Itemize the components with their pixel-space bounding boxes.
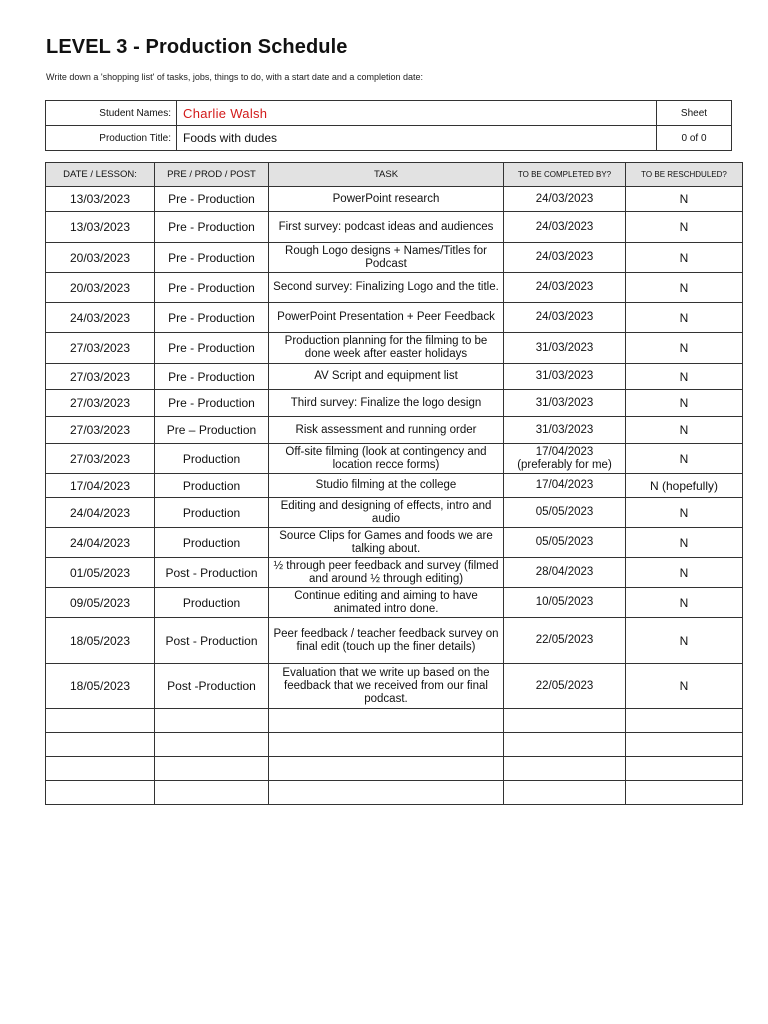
table-row [46,212,743,243]
table-row [46,709,743,733]
cell-task: Risk assessment and running order [269,417,504,444]
cell-stage: Post - Production [155,558,269,588]
cell-date: 27/03/2023 [46,417,155,444]
cell-date: 20/03/2023 [46,243,155,273]
cell-rescheduled: N [626,303,743,333]
cell-stage: Pre - Production [155,273,269,303]
cell-task: Source Clips for Games and foods we are talking about. [269,528,504,558]
cell-completed-by: 17/04/2023 (preferably for me) [504,444,626,474]
table-row [46,498,743,528]
schedule-table [45,162,743,805]
table-row [46,273,743,303]
cell-stage: Pre - Production [155,333,269,364]
cell-stage [155,781,269,805]
schedule-body [46,187,743,805]
cell-date: 27/03/2023 [46,333,155,364]
cell-rescheduled: N [626,664,743,709]
sheet-label: Sheet [657,101,732,126]
table-row [46,417,743,444]
header-task: TASK [269,163,504,187]
cell-rescheduled: N [626,444,743,474]
cell-completed-by: 24/03/2023 [504,303,626,333]
cell-completed-by: 24/03/2023 [504,187,626,212]
cell-task: AV Script and equipment list [269,364,504,390]
cell-task [269,781,504,805]
cell-rescheduled: N (hopefully) [626,474,743,498]
cell-completed-by [504,709,626,733]
cell-date [46,781,155,805]
instruction-text: Write down a 'shopping list' of tasks, jobs, things to do, with a start date and a completion date: [46,72,423,82]
header-date: DATE / LESSON: [46,163,155,187]
cell-completed-by: 05/05/2023 [504,498,626,528]
cell-rescheduled: N [626,187,743,212]
cell-rescheduled [626,757,743,781]
cell-completed-by: 24/03/2023 [504,243,626,273]
cell-completed-by: 17/04/2023 [504,474,626,498]
cell-task: Second survey: Finalizing Logo and the title. [269,273,504,303]
cell-stage: Pre - Production [155,364,269,390]
cell-stage: Pre - Production [155,212,269,243]
cell-date: 24/04/2023 [46,498,155,528]
header-stage: PRE / PROD / POST [155,163,269,187]
cell-rescheduled: N [626,498,743,528]
table-row [46,187,743,212]
cell-completed-by: 10/05/2023 [504,588,626,618]
cell-completed-by: 24/03/2023 [504,273,626,303]
cell-rescheduled: N [626,417,743,444]
cell-completed-by: 24/03/2023 [504,212,626,243]
table-row [46,390,743,417]
cell-date: 27/03/2023 [46,390,155,417]
cell-rescheduled: N [626,212,743,243]
header-rescheduled: TO BE RESCHDULED? [626,163,743,187]
student-names-row [46,101,732,126]
cell-completed-by: 31/03/2023 [504,364,626,390]
production-title-label: Production Title: [46,126,177,151]
cell-completed-by: 05/05/2023 [504,528,626,558]
cell-date: 01/05/2023 [46,558,155,588]
production-title-value: Foods with dudes [177,126,657,151]
cell-date: 27/03/2023 [46,444,155,474]
cell-task: Studio filming at the college [269,474,504,498]
cell-task: Rough Logo designs + Names/Titles for Podcast [269,243,504,273]
cell-completed-by: 31/03/2023 [504,417,626,444]
production-title-row [46,126,732,151]
table-row [46,558,743,588]
table-row [46,528,743,558]
page-title: LEVEL 3 - Production Schedule [46,36,348,58]
cell-stage [155,733,269,757]
table-row [46,664,743,709]
table-row [46,588,743,618]
cell-task [269,733,504,757]
cell-rescheduled: N [626,333,743,364]
cell-date [46,757,155,781]
cell-stage: Post - Production [155,618,269,664]
cell-completed-by [504,781,626,805]
cell-date: 24/03/2023 [46,303,155,333]
cell-date: 17/04/2023 [46,474,155,498]
cell-stage [155,757,269,781]
cell-task: Off-site filming (look at contingency and location recce forms) [269,444,504,474]
cell-task [269,709,504,733]
cell-stage: Production [155,528,269,558]
cell-stage: Production [155,444,269,474]
cell-stage: Pre - Production [155,303,269,333]
cell-task: ½ through peer feedback and survey (filmed and around ½ through editing) [269,558,504,588]
cell-date: 13/03/2023 [46,187,155,212]
cell-completed-by [504,733,626,757]
table-row [46,243,743,273]
cell-date: 13/03/2023 [46,212,155,243]
cell-rescheduled: N [626,390,743,417]
cell-task: First survey: podcast ideas and audiences [269,212,504,243]
cell-date [46,709,155,733]
cell-rescheduled [626,781,743,805]
cell-date: 18/05/2023 [46,618,155,664]
cell-rescheduled: N [626,364,743,390]
cell-date: 24/04/2023 [46,528,155,558]
table-row [46,618,743,664]
cell-rescheduled: N [626,618,743,664]
cell-completed-by: 22/05/2023 [504,664,626,709]
cell-task: Third survey: Finalize the logo design [269,390,504,417]
cell-task: Production planning for the filming to be done week after easter holidays [269,333,504,364]
cell-task: Evaluation that we write up based on the feedback that we received from our final podcast. [269,664,504,709]
cell-task: Editing and designing of effects, intro and audio [269,498,504,528]
student-names-label: Student Names: [46,101,177,126]
cell-stage: Pre - Production [155,390,269,417]
cell-date: 20/03/2023 [46,273,155,303]
cell-rescheduled [626,733,743,757]
production-info-table [45,100,732,151]
cell-stage: Pre - Production [155,243,269,273]
cell-stage: Production [155,588,269,618]
table-row [46,303,743,333]
cell-date: 18/05/2023 [46,664,155,709]
cell-date: 09/05/2023 [46,588,155,618]
header-completed-by: TO BE COMPLETED BY? [504,163,626,187]
cell-task [269,757,504,781]
table-row [46,733,743,757]
table-row [46,757,743,781]
schedule-header-row [46,163,743,187]
cell-rescheduled [626,709,743,733]
cell-stage: Pre – Production [155,417,269,444]
cell-stage [155,709,269,733]
cell-completed-by [504,757,626,781]
cell-task: PowerPoint Presentation + Peer Feedback [269,303,504,333]
cell-completed-by: 22/05/2023 [504,618,626,664]
cell-completed-by: 28/04/2023 [504,558,626,588]
cell-stage: Production [155,474,269,498]
cell-rescheduled: N [626,558,743,588]
table-row [46,333,743,364]
sheet-count: 0 of 0 [657,126,732,151]
cell-task: Peer feedback / teacher feedback survey on final edit (touch up the finer details) [269,618,504,664]
cell-rescheduled: N [626,273,743,303]
cell-task: Continue editing and aiming to have animated intro done. [269,588,504,618]
table-row [46,781,743,805]
cell-stage: Pre - Production [155,187,269,212]
cell-rescheduled: N [626,528,743,558]
table-row [46,364,743,390]
table-row [46,474,743,498]
student-names-value: Charlie Walsh [177,101,657,126]
cell-date: 27/03/2023 [46,364,155,390]
cell-completed-by: 31/03/2023 [504,390,626,417]
cell-date [46,733,155,757]
cell-rescheduled: N [626,588,743,618]
table-row [46,444,743,474]
cell-completed-by: 31/03/2023 [504,333,626,364]
cell-task: PowerPoint research [269,187,504,212]
cell-stage: Post -Production [155,664,269,709]
cell-rescheduled: N [626,243,743,273]
cell-stage: Production [155,498,269,528]
